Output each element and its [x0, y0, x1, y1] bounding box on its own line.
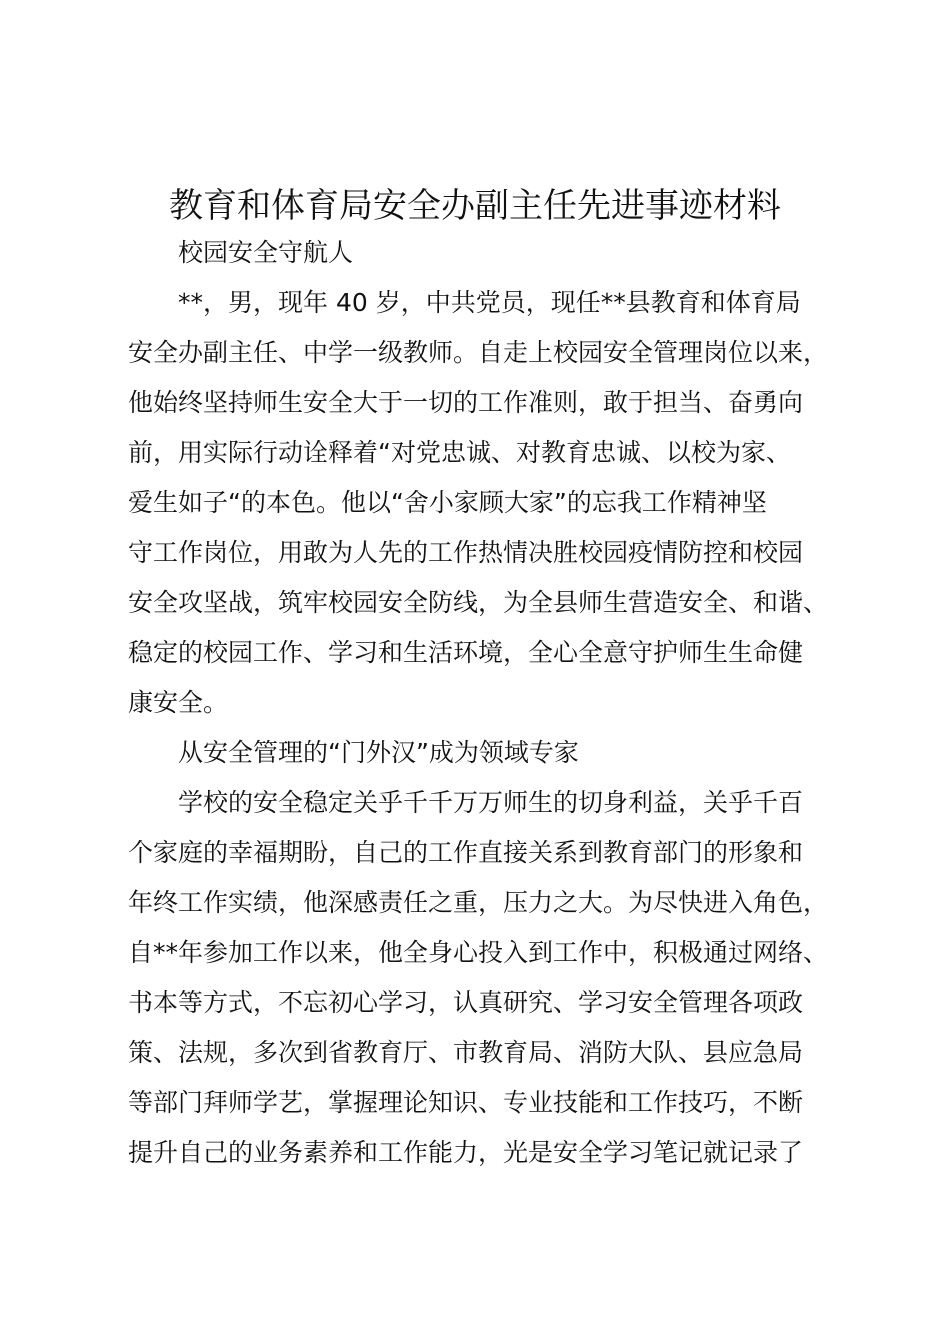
paragraph-line: 等部门拜师学艺，掌握理论知识、专业技能和工作技巧，不断: [128, 1088, 804, 1117]
paragraph-line: 他始终坚持师生安全大于一切的工作准则，敢于担当、奋勇向: [128, 388, 804, 417]
document-title: 教育和体育局安全办副主任先进事迹材料: [169, 186, 781, 226]
paragraph-line: 爱生如子“的本色。他以“舍小家顾大家”的忘我工作精神坚: [128, 488, 767, 517]
paragraph-line: 学校的安全稳定关乎千千万万师生的切身利益，关乎千百: [178, 788, 804, 817]
document-subtitle: 校园安全守航人: [178, 238, 354, 267]
paragraph-line: 前，用实际行动诠释着“对党忠诚、对教育忠诚、以校为家、: [128, 438, 791, 467]
paragraph-line: 年终工作实绩，他深感责任之重，压力之大。为尽快进入角色，: [128, 888, 829, 917]
paragraph-line: 个家庭的幸福期盼，自己的工作直接关系到教育部门的形象和: [128, 838, 804, 867]
paragraph-line: 守工作岗位，用敢为人先的工作热情决胜校园疫情防控和校园: [128, 538, 804, 567]
paragraph-line: 康安全。: [128, 688, 229, 717]
section-heading: 从安全管理的“门外汉”成为领域专家: [178, 738, 579, 767]
paragraph-line: 提升自己的业务素养和工作能力，光是安全学习笔记就记录了: [128, 1138, 804, 1167]
paragraph-line: 安全攻坚战，筑牢校园安全防线，为全县师生营造安全、和谐、: [128, 588, 829, 617]
paragraph-line: 安全办副主任、中学一级教师。自走上校园安全管理岗位以来，: [128, 338, 829, 367]
paragraph-line: 自**年参加工作以来，他全身心投入到工作中，积极通过网络、: [128, 938, 829, 967]
paragraph-line: 书本等方式，不忘初心学习，认真研究、学习安全管理各项政: [128, 988, 804, 1017]
paragraph-line: 稳定的校园工作、学习和生活环境，全心全意守护师生生命健: [128, 638, 804, 667]
paragraph-line: 策、法规，多次到省教育厅、市教育局、消防大队、县应急局: [128, 1038, 804, 1067]
paragraph-line: **，男，现年 40 岁，中共党员，现任**县教育和体育局: [178, 288, 801, 317]
